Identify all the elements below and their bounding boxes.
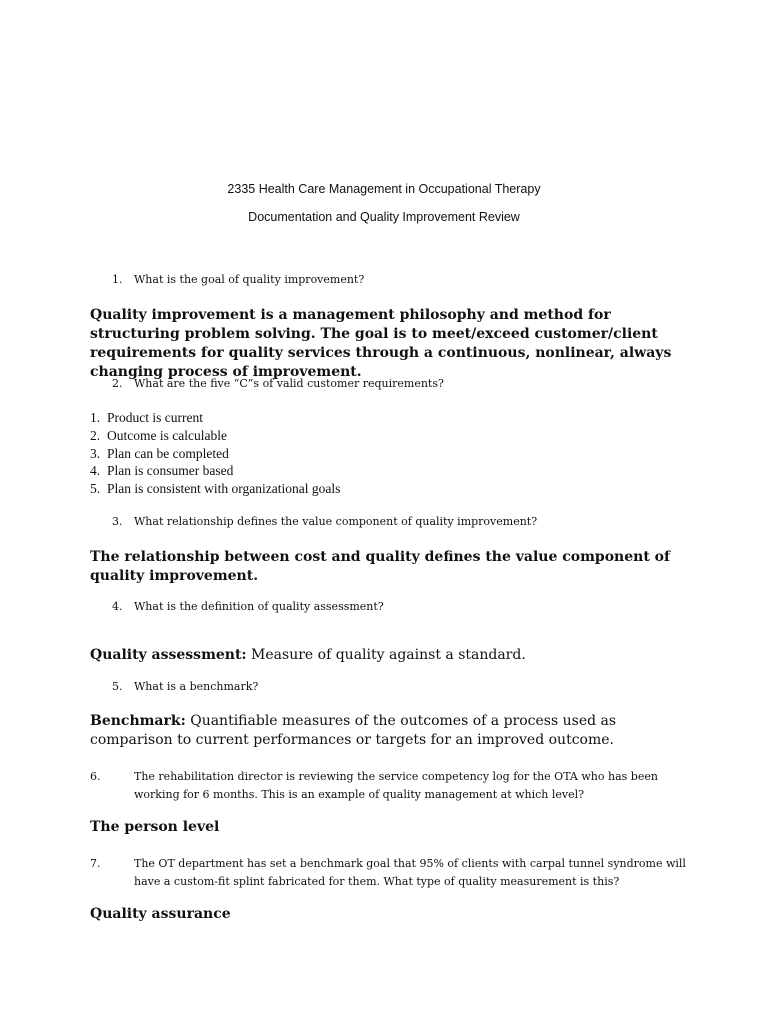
list-item-text: Plan can be completed <box>107 445 229 461</box>
question-text: What is the goal of quality improvement? <box>134 273 365 286</box>
list-item-text: Plan is consistent with organizational goals <box>107 481 341 497</box>
question-3 <box>112 513 537 531</box>
question-number: 2. <box>112 377 123 390</box>
list-item-text: Plan is consumer based <box>107 463 234 479</box>
question-number: 4. <box>112 600 123 613</box>
answer-1: Quality improvement is a management philosophy and method for structuring problem solving. The goal is to meet/exceed customer/client requirements for quality services through a continuous, nonlinear, always changing process of improvement. <box>90 307 672 380</box>
question-number: 6. <box>90 770 101 783</box>
question-2 <box>112 375 444 393</box>
question-number: 1. <box>112 273 123 286</box>
list-item-text: Outcome is calculable <box>107 427 227 443</box>
answer-term: Quality assessment: <box>90 647 247 663</box>
question-number: 5. <box>112 680 123 693</box>
course-title: 2335 Health Care Management in Occupational Therapy <box>227 182 541 196</box>
list-item-number: 3. <box>90 445 101 461</box>
answer-definition: Quantifiable measures of the outcomes of a process used as comparison to current performances or targets for an improved outcome. <box>90 713 617 748</box>
document-subtitle: Documentation and Quality Improvement Review <box>248 210 520 224</box>
question-7 <box>90 855 694 891</box>
question-number: 3. <box>112 515 123 528</box>
list-item <box>90 409 340 427</box>
answer-7: Quality assurance <box>90 906 231 922</box>
question-1 <box>112 271 364 289</box>
list-item <box>90 480 340 498</box>
question-text: What are the five “C”s of valid customer requirements? <box>134 377 444 390</box>
question-5 <box>112 678 258 696</box>
list-item-text: Product is current <box>107 410 203 425</box>
question-number: 7. <box>90 857 101 870</box>
question-6 <box>90 768 694 804</box>
list-item-number: 5. <box>90 481 101 497</box>
list-item <box>90 445 340 463</box>
question-text: What is the definition of quality assessment? <box>134 600 384 613</box>
answer-definition: Measure of quality against a standard. <box>246 647 526 663</box>
question-4 <box>112 598 384 616</box>
list-item-number: 1. <box>90 410 101 425</box>
answer-4 <box>90 646 675 665</box>
list-item <box>90 462 340 480</box>
answer-term: Benchmark: <box>90 713 186 729</box>
question-text: The OT department has set a benchmark goal that 95% of clients with carpal tunnel syndrome will have a custom-fit splint fabricated for them. What type of quality measurement is this? <box>134 857 686 888</box>
answer-6: The person level <box>90 819 220 835</box>
question-text: The rehabilitation director is reviewing the service competency log for the OTA who has been working for 6 months. This is an example of quality management at which level? <box>134 770 658 801</box>
answer-2-list <box>90 409 340 498</box>
question-text: What relationship defines the value component of quality improvement? <box>134 515 538 528</box>
answer-5 <box>90 712 675 750</box>
list-item <box>90 427 340 445</box>
answer-3: The relationship between cost and quality defines the value component of quality improvement. <box>90 549 671 584</box>
list-item-number: 2. <box>90 427 101 443</box>
list-item-number: 4. <box>90 463 101 479</box>
question-text: What is a benchmark? <box>134 680 259 693</box>
